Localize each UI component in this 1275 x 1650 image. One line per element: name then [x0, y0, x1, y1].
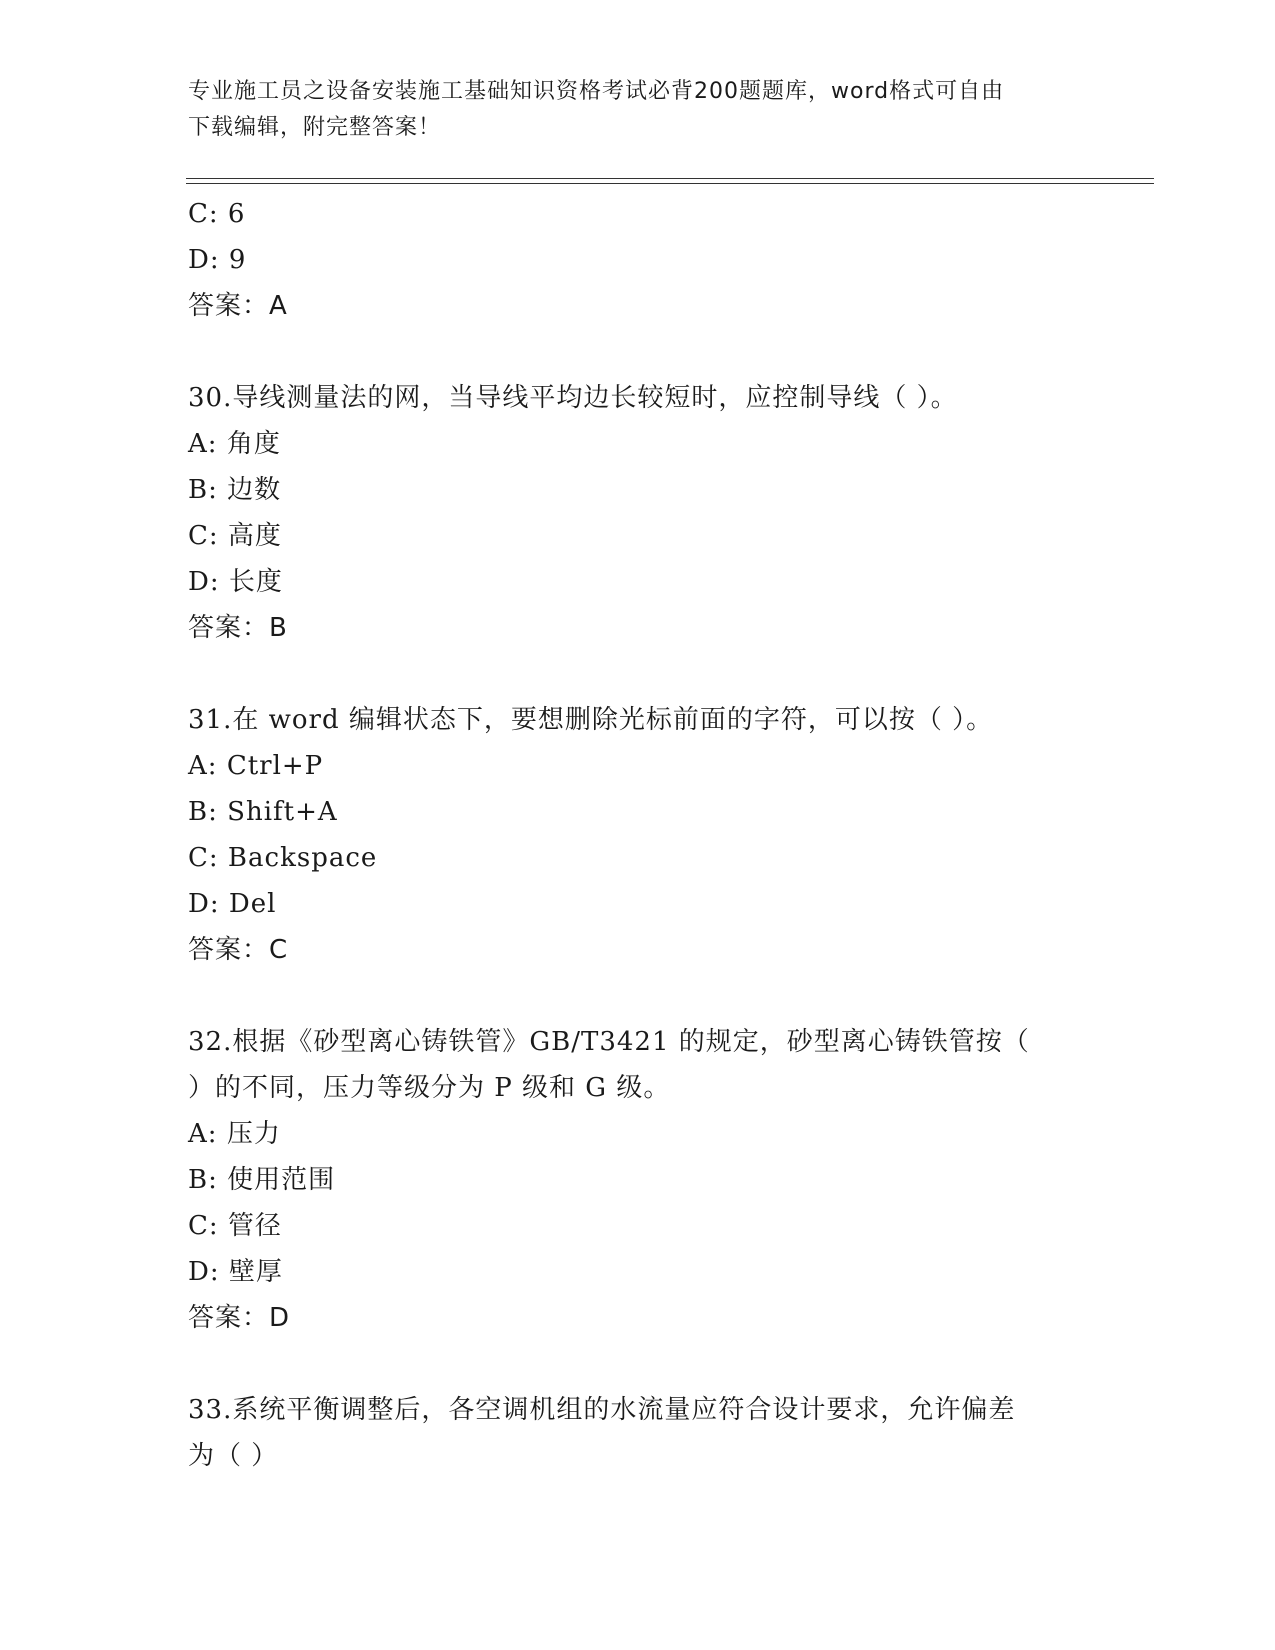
option-label: A: [188, 429, 218, 459]
option-text: Backspace [227, 843, 378, 873]
option-text: 边数 [227, 475, 282, 505]
option-d [188, 881, 1088, 927]
answer-line: 答案：D [188, 1303, 291, 1333]
answer-line: 答案：A [188, 291, 288, 321]
option-c [188, 191, 1088, 237]
option-label: D: [188, 567, 220, 597]
option-label: B: [188, 1165, 218, 1195]
option-text: 壁厚 [228, 1257, 283, 1287]
spacer [188, 329, 1088, 375]
option-text: Del [228, 889, 277, 919]
option-text: 使用范围 [227, 1165, 336, 1195]
question-30-text: 30.导线测量法的网，当导线平均边长较短时，应控制导线（ ）。 [188, 383, 958, 413]
spacer [188, 973, 1088, 1019]
answer-line: 答案：C [188, 935, 289, 965]
answer-line: 答案：B [188, 613, 288, 643]
option-label: A: [188, 1119, 218, 1149]
header-line-1: 专业施工员之设备安装施工基础知识资格考试必背200题题库，word格式可自由 [188, 79, 1005, 104]
option-c [188, 513, 1088, 559]
option-d [188, 559, 1088, 605]
option-label: C: [188, 1211, 219, 1241]
option-label: C: [188, 521, 219, 551]
question-33-text-line-1: 33.系统平衡调整后，各空调机组的水流量应符合设计要求，允许偏差 [188, 1395, 1016, 1425]
option-b [188, 467, 1088, 513]
option-text: 9 [228, 245, 247, 275]
option-text: 压力 [226, 1119, 281, 1149]
header-divider-top [186, 178, 1154, 179]
question-list [188, 191, 1088, 1479]
option-text: 角度 [226, 429, 281, 459]
option-label: D: [188, 245, 220, 275]
option-b [188, 1157, 1088, 1203]
header-divider-bottom [186, 183, 1154, 184]
option-label: B: [188, 797, 218, 827]
option-d [188, 1249, 1088, 1295]
option-a [188, 743, 1088, 789]
option-a [188, 1111, 1088, 1157]
option-a [188, 421, 1088, 467]
option-label: C: [188, 843, 219, 873]
option-label: D: [188, 889, 220, 919]
option-text: 高度 [227, 521, 282, 551]
option-c [188, 1203, 1088, 1249]
option-c [188, 835, 1088, 881]
option-label: C: [188, 199, 219, 229]
option-label: B: [188, 475, 218, 505]
option-text: Ctrl+P [226, 751, 324, 781]
option-text: Shift+A [227, 797, 338, 827]
question-32-text-line-1: 32.根据《砂型离心铸铁管》GB/T3421 的规定，砂型离心铸铁管按（ [188, 1027, 1030, 1057]
spacer [188, 651, 1088, 697]
spacer [188, 1341, 1088, 1387]
option-text: 6 [227, 199, 246, 229]
question-31-text: 31.在 word 编辑状态下，要想删除光标前面的字符，可以按（ ）。 [188, 705, 994, 735]
option-label: A: [188, 751, 218, 781]
document-header [188, 74, 1088, 146]
option-b [188, 789, 1088, 835]
question-32-text-line-2: ）的不同，压力等级分为 P 级和 G 级。 [188, 1073, 671, 1103]
option-text: 管径 [227, 1211, 282, 1241]
option-d [188, 237, 1088, 283]
option-label: D: [188, 1257, 220, 1287]
option-text: 长度 [228, 567, 283, 597]
header-line-2: 下载编辑，附完整答案！ [188, 115, 442, 140]
question-33-text-line-2: 为（ ） [188, 1441, 279, 1471]
